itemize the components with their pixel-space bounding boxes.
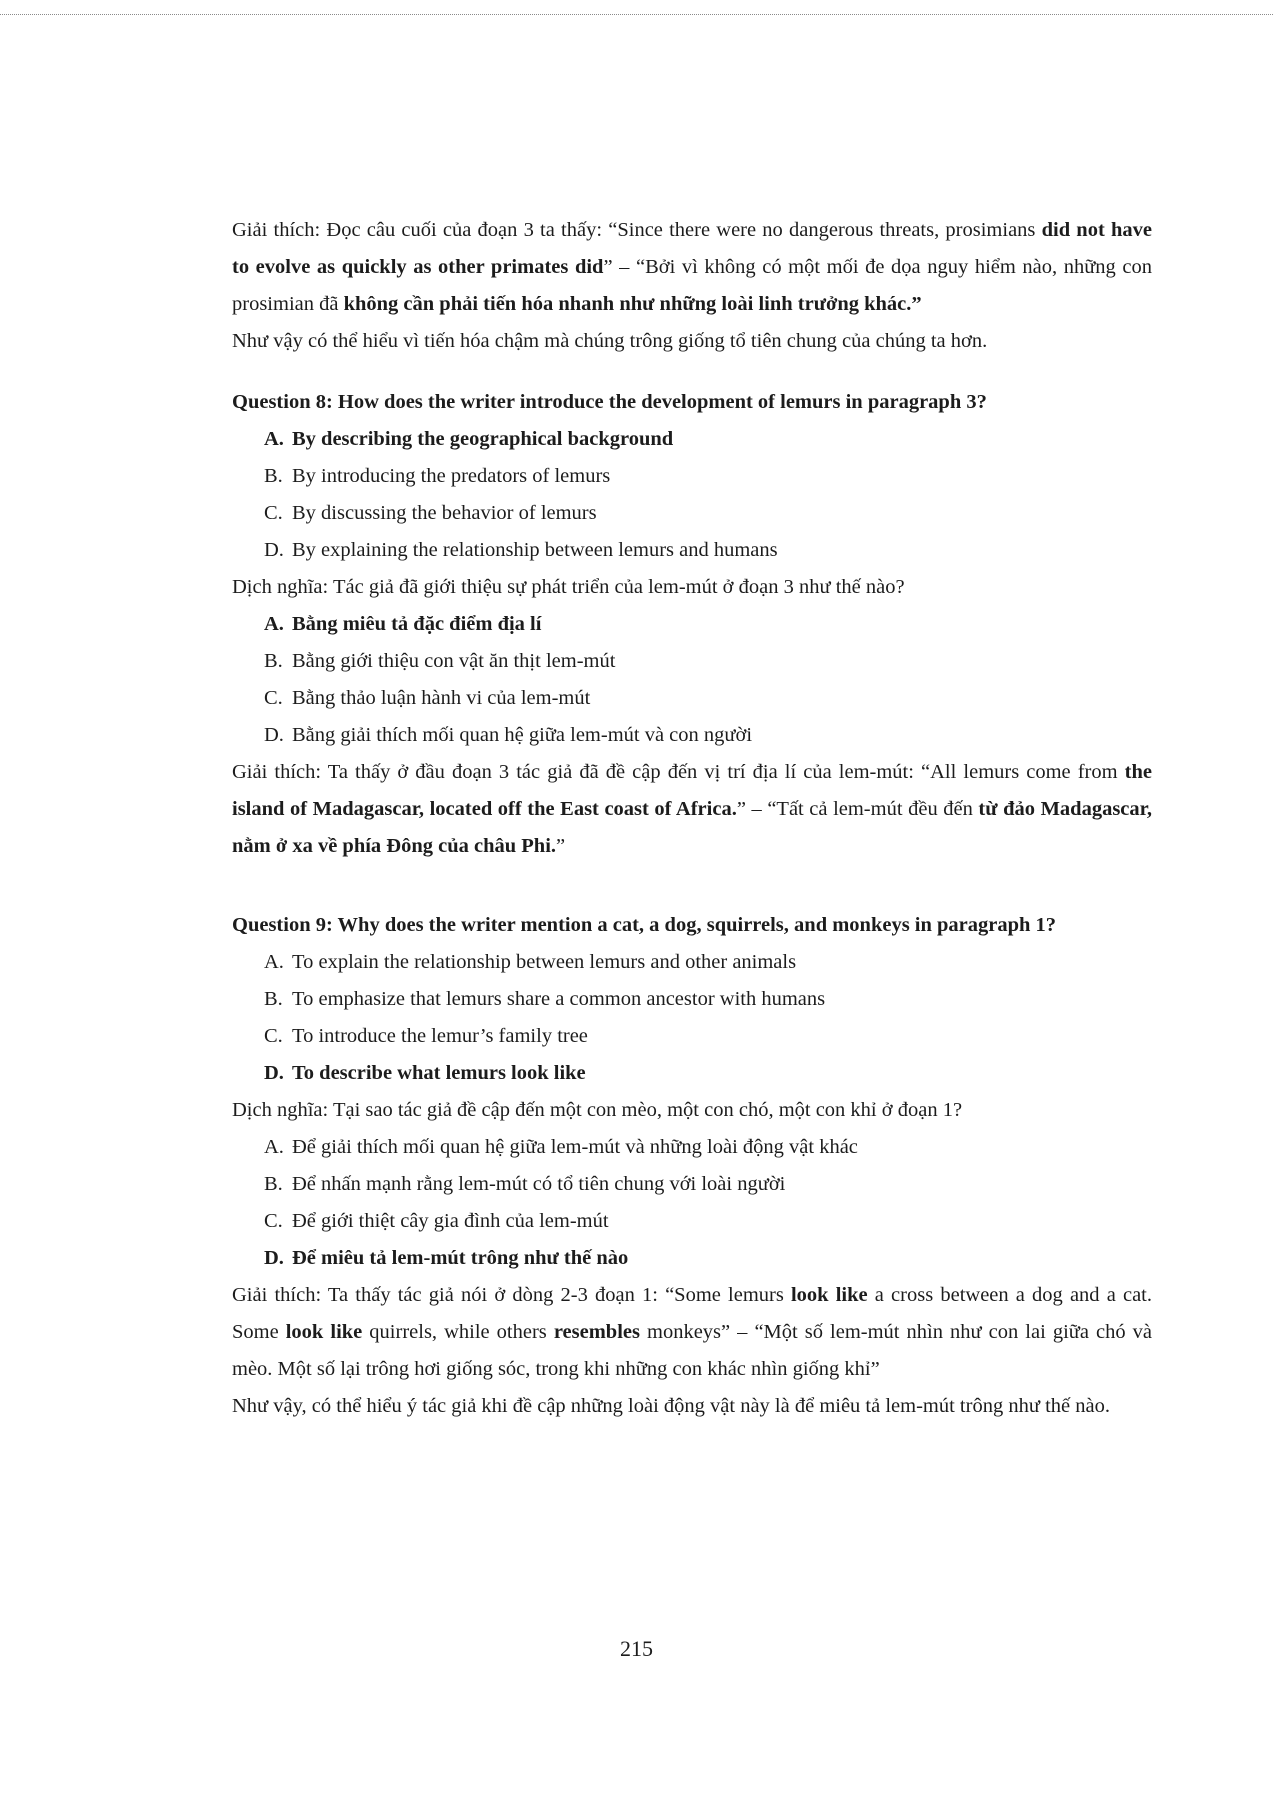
q9-conclusion: Như vậy, có thể hiểu ý tác giả khi đề cập những loài động vật này là để miêu tả lem-mút trông như thế nào. [232, 1395, 1110, 1417]
q9-option-b: B. To emphasize that lemurs share a common ancestor with humans [264, 988, 826, 1010]
explanation-q7-conclusion: Như vậy có thể hiểu vì tiến hóa chậm mà chúng trông giống tổ tiên chung của chúng ta hơn. [232, 330, 988, 352]
q9-vi-option-c: C. Để giới thiệt cây gia đình của lem-mút [264, 1210, 609, 1232]
q9-option-d: D. To describe what lemurs look like [264, 1062, 586, 1084]
q9-vi-option-a: A. Để giải thích mối quan hệ giữa lem-mút và những loài động vật khác [264, 1136, 858, 1158]
question-9-title: Question 9: Why does the writer mention a cat, a dog, squirrels, and monkeys in paragraph 1? [232, 914, 1057, 936]
top-dotted-rule [0, 14, 1273, 15]
q8-explanation: Giải thích: Ta thấy ở đầu đoạn 3 tác giả đã đề cập đến vị trí địa lí của lem-mút: “All lemurs come from the island of Madagascar, located off the East coast of Africa.” – “Tất cả lem-mút đều đến từ đảo Madagascar, nằm ở xa về phía Đông của châu Phi.” [232, 761, 1153, 857]
q8-option-b: B. By introducing the predators of lemurs [264, 465, 611, 487]
q9-option-a: A. To explain the relationship between lemurs and other animals [264, 951, 797, 973]
q8-translation: Dịch nghĩa: Tác giả đã giới thiệu sự phát triển của lem-mút ở đoạn 3 như thế nào? [232, 576, 905, 598]
q9-option-c: C. To introduce the lemur’s family tree [264, 1025, 588, 1047]
q8-vi-option-b: B. Bằng giới thiệu con vật ăn thịt lem-mút [264, 650, 616, 672]
q9-explanation: Giải thích: Ta thấy tác giả nói ở dòng 2-3 đoạn 1: “Some lemurs look like a cross between a dog and a cat. Some look like quirrels, while others resembles monkeys” – “Một số lem-mút nhìn như con lai giữa chó và mèo. Một số lại trông hơi giống sóc, trong khi những con khác nhìn giống khỉ” [232, 1284, 1152, 1380]
section-gap [232, 865, 1152, 883]
q9-vi-option-b: B. Để nhấn mạnh rằng lem-mút có tổ tiên chung với loài người [264, 1173, 786, 1195]
explanation-q7: Giải thích: Đọc câu cuối của đoạn 3 ta thấy: “Since there were no dangerous threats, prosimians did not have to evolve as quickly as other primates did” – “Bởi vì không có một mối đe dọa nguy hiểm nào, những con prosimian đã không cần phải tiến hóa nhanh như những loài linh trưởng khác.” [232, 219, 1152, 315]
q8-vi-option-d: D. Bằng giải thích mối quan hệ giữa lem-mút và con người [264, 724, 753, 746]
page-number: 215 [620, 1636, 653, 1661]
q8-option-c: C. By discussing the behavior of lemurs [264, 502, 597, 524]
question-8-title: Question 8: How does the writer introduce the development of lemurs in paragraph 3? [232, 391, 987, 413]
page-content [232, 212, 1152, 1425]
q9-translation: Dịch nghĩa: Tại sao tác giả đề cập đến một con mèo, một con chó, một con khỉ ở đoạn 1? [232, 1099, 963, 1121]
q8-option-a: A. By describing the geographical background [264, 428, 674, 450]
q8-option-d: D. By explaining the relationship between lemurs and humans [264, 539, 778, 561]
q9-vi-option-d: D. Để miêu tả lem-mút trông như thế nào [264, 1247, 629, 1269]
q8-vi-option-c: C. Bằng thảo luận hành vi của lem-mút [264, 687, 591, 709]
q8-vi-option-a: A. Bằng miêu tả đặc điểm địa lí [264, 613, 542, 635]
